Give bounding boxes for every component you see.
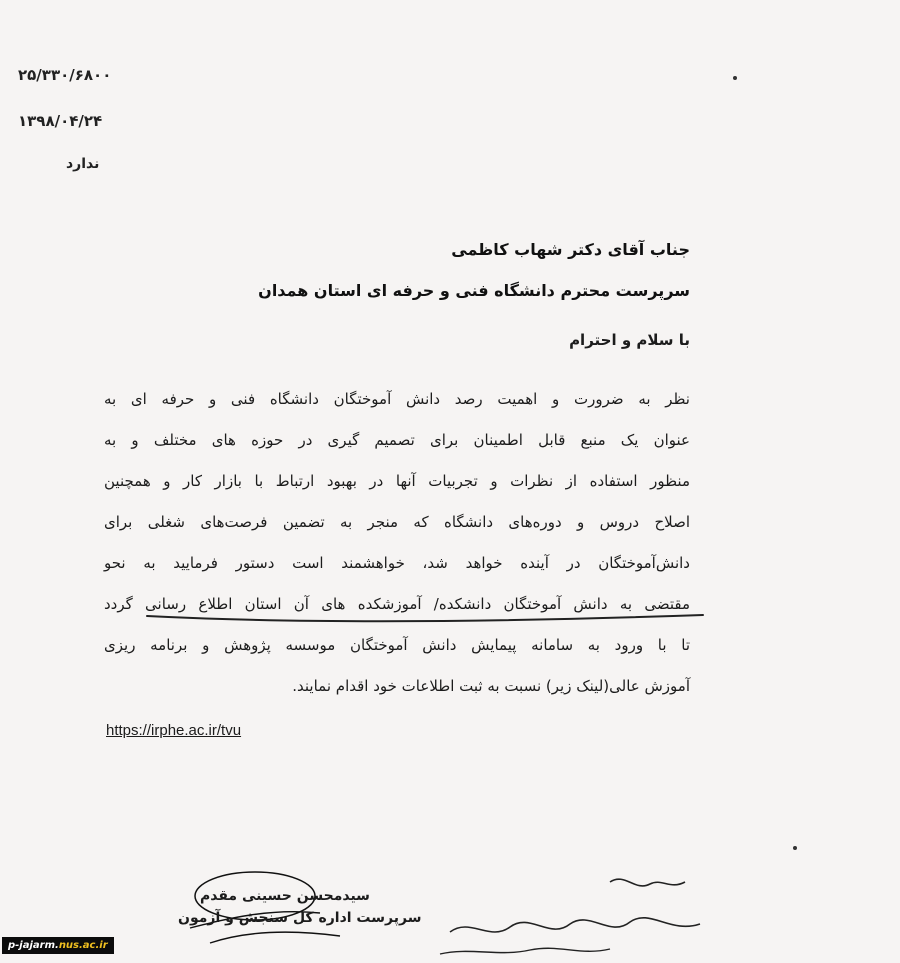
greeting: با سلام و احترام	[569, 331, 690, 349]
footer-domain: nus.ac.ir	[58, 940, 108, 951]
letter-date: ۱۳۹۸/۰۴/۲۴	[18, 112, 103, 130]
handwritten-note	[430, 862, 710, 962]
body-line: اصلاح دروس و دوره‌های دانشگاه که منجر به تضمین فرصت‌های شغلی برای	[104, 513, 690, 531]
recipient-title: سرپرست محترم دانشگاه فنی و حرفه ای استان همدان	[258, 281, 690, 300]
body-line: نظر به ضرورت و اهمیت رصد دانش آموختگان دانشگاه فنی و حرفه ای به	[104, 390, 690, 408]
signatory-name: سیدمحسن حسینی مقدم	[200, 888, 370, 904]
handwritten-underline	[145, 610, 705, 626]
signatory-title: سرپرست اداره کل سنجش و آزمون	[178, 910, 422, 926]
letter-attachment: ندارد	[66, 156, 100, 172]
recipient-name: جناب آقای دکتر شهاب کاظمی	[451, 240, 690, 259]
body-line: منظور استفاده از نظرات و تجربیات آنها در بهبود ارتباط با بازار کار و همچنین	[104, 472, 690, 490]
body-line: آموزش عالی(لینک زیر) نسبت به ثبت اطلاعات خود اقدام نمایند.	[292, 677, 690, 695]
letter-number: ۲۵/۳۳۰/۶۸۰۰	[18, 66, 112, 84]
signature-scribble	[150, 858, 350, 958]
paper-speck	[793, 846, 797, 850]
footer-watermark	[2, 937, 114, 954]
survey-link[interactable]: https://irphe.ac.ir/tvu	[106, 722, 242, 739]
footer-prefix: p-jajarm.	[8, 940, 59, 951]
body-line: تا با ورود به سامانه پیمایش دانش آموختگان موسسه پژوهش و برنامه ریزی	[104, 636, 690, 654]
body-line: دانش‌آموختگان در آینده خواهد شد، خواهشمند است دستور فرمایید به نحو	[104, 554, 690, 572]
body-line: مقتضی به دانش آموختگان دانشکده/ آموزشکده های آن استان اطلاع رسانی گردد	[104, 595, 690, 613]
body-line: عنوان یک منبع قابل اطمینان برای تصمیم گیری در حوزه های مختلف و به	[104, 431, 690, 449]
letter-body	[104, 379, 690, 707]
paper-speck	[733, 76, 737, 80]
